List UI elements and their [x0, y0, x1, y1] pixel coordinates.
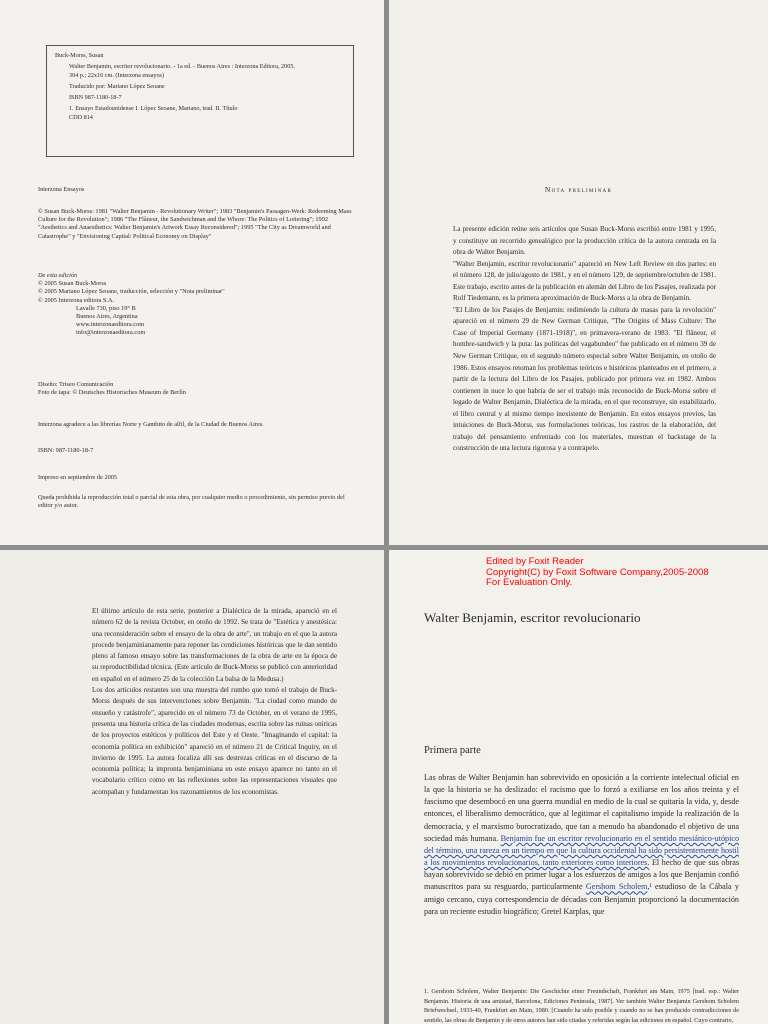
catalog-record-box	[46, 45, 354, 157]
nota-body	[453, 224, 716, 455]
foxit-watermark: Edited by Foxit Reader Copyright(C) by Foxit Software Company,2005-2008 For Evaluation Only.	[486, 556, 709, 589]
address-line: www.interzonaeditora.com	[76, 321, 145, 329]
part-title: Primera parte	[424, 745, 481, 756]
paragraph: La presente edición reúne seis artículos que Susan Buck-Morss escribió entre 1981 y 1995, y constituye un recorrido genealógico por la producción crítica de la autora centrada en la obra de Walter Benjamin.	[453, 225, 716, 257]
page-chapter-start	[389, 550, 768, 1024]
chapter-title: Walter Benjamin, escritor revolucionario	[424, 610, 641, 625]
legal-note: Queda prohibida la reproducción total o parcial de esta obra, por cualquier medio o procedimiento, sin permiso previo del editor y/o autor.	[38, 494, 345, 510]
address-line: Buenos Aires, Argentina	[76, 313, 138, 321]
edition-block	[38, 272, 356, 338]
catalog-author: Buck-Morss, Susan	[55, 52, 104, 59]
copyright-note: © Susan Buck-Morss: 1981 "Walter Benjamin - Revolutionary Writer"; 1983 "Benjamin's Passagen-Werk: Redeeming Mass Culture for the Revolution"; 1986 "The Flâneur, the Sandwichman and the Whore: The Politics of Loitering"; 1992 "Aesthetics and Anaesthetics: Walter Benjamin's Artwork Essay Reconsidered"; 1995 "The City as Dreamworld and Catastrophe" y "Envisioning Capital: Political Economy on Display"	[38, 208, 352, 240]
catalog-translator: Traducido por: Mariano López Seoane	[69, 82, 165, 90]
paragraph: Los dos artículos restantes son una muestra del rumbo que tomó el trabajo de Buck-Morss después de sus intervenciones sobre Benjamin. "La ciudad como mundo de ensueño y catástrofe", aparecido en el número 73 de October, en el verano de 1995, presenta una historia crítica de las ciudades modernas, escrita sobre las ruinas oníricas de los proyectos estéticos y políticos del Este y el Oeste. "Imaginando el capital: la economía política en exhibición" apareció en el número 21 de Critical Inquiry, en el invierno de 1995. La autora focaliza allí sus destrezas críticas en el discurso de la economía política; la impronta benjaminiana en este ensayo aparece no tanto en el vocabulario crítico como en las reflexiones sobre las representaciones visuales que acompañan y fundamentan los razonamientos de los economistas.	[92, 686, 337, 796]
thanks-note: Interzona agradece a las librerías Norte y Gambito de alfil, de la Ciudad de Buenos Aires.	[38, 421, 264, 428]
page-nota-preliminar	[389, 0, 768, 545]
printed-line: Impreso en septiembre de 2005	[38, 474, 118, 481]
section-title: Nota preliminar	[544, 185, 613, 194]
edition-heading: De esta edición	[38, 272, 78, 279]
catalog-subjects: 1. Ensayo Estadounidense I. López Seoane, Mariano, trad. II. Título CDD 814	[69, 105, 238, 121]
edition-line: © 2005 Interzona editora S.A.	[38, 296, 115, 304]
edition-line: © 2005 Susan Buck-Morss	[38, 280, 107, 288]
nota-body-continued	[92, 606, 337, 798]
design-credit: Diseño: Triseo Comunicación	[38, 381, 114, 388]
paragraph: El último artículo de esta serie, posterior a Dialéctica de la mirada, apareció en el número 62 de la revista October, en otoño de 1992. Se trata de "Estética y anestésica: una reconsideración sobre el ensayo de la obra de arte", un trabajo en el que la autora procede benjaminianamente para reponer las condiciones históricas que le dan sentido pleno al famoso ensayo sobre las transformaciones de la obra de arte en la época de su reproductibilidad técnica. (Este artículo de Buck-Morss se publicó con anterioridad en español en el número 25 de la colección La balsa de la Medusa.)	[92, 607, 337, 683]
isbn-line: ISBN: 987-1180-18-7	[38, 447, 94, 454]
credits-block	[38, 381, 356, 397]
series-name: Interzona Ensayos	[38, 186, 85, 193]
page-nota-continued	[0, 550, 384, 1024]
footnote: 1. Gershom Scholem, Walter Benjamin: Die Geschichte einer Freundschaft, Frankfurt am Main, 1975 [trad. esp.: Walter Benjamin. Historia de una amistad, Barcelona, Ediciones Península, 1987]. Ver también Walter Benjamin Gershom Scholem Briefwechsel, 1933-40, Frankfurt am Main, 1980. [Cuando ha sido posible y cuando no se han producido contradicciones de sentido, las obras de Benjamin y de otros autores han sido citadas y referidas según las ediciones en español. Cuyo contrario,	[424, 988, 739, 1024]
paragraph: "El Libro de los Pasajes de Benjamin: redimiendo la cultura de masas para la revolución" apareció en el número 29 de New German Critique, "The Origins of Mass Culture: The Case of Imperial Germany (1871-1918)", en primavera-verano de 1983. "El flâneur, el hombre-sandwich y la puta: las políticas del vagabundeo" fue publicado en el número 39 de New German Critique, en el segundo número especial sobre Walter Benjamin, en otoño de 1986. Estos ensayos retoman los problemas teóricos e históricos planteados en el primero, a partir de la lectura del Libro de los Pasajes, publicado por primera vez en 1982. Ambos contienen in nuce lo que habría de ser el trabajo más reconocido de Buck-Morss sobre el legado de Walter Benjamin, Dialéctica de la mirada, en el que reconstruye, sin estabilizarlo, el libro central y al mismo tiempo inexistente de Benjamin. En estos ensayos previos, las intuiciones de Buck-Morss, sus formulaciones teóricas, los rastros de la elaboración, del trabajo del pensamiento enfrentado con los materiales, muestran el backstage de la construcción de una lectura rigurosa y a contrapelo.	[453, 305, 716, 453]
chapter-body	[424, 772, 739, 918]
catalog-isbn: ISBN 987-1180-18-7	[69, 94, 122, 102]
paragraph: "Walter Benjamin, escritor revolucionario" apareció en New Left Review en dos partes: en el número 128, de julio/agosto de 1981, y en el número 129, de septiembre/octubre de 1981. Este trabajo, escrito antes de la publicación en alemán del Libro de los Pasajes, realizada por Rolf Tiedemann, es la primera aproximación de Buck-Morss a la obra de Benjamin.	[453, 259, 716, 303]
catalog-title: Walter Benjamin, escritor revolucionario. - 1a ed. - Buenos Aires : Interzona Editora, 2005. 304 p.; 22x16 cm. (Interzona ensayos)	[69, 63, 295, 79]
highlighted-name: Gershom Scholem	[585, 882, 648, 892]
edition-line: © 2005 Mariano López Seoane, traducción, selección y "Nota preliminar"	[38, 288, 225, 296]
paragraph: Las obras de Walter Benjamin han sobrevivido en oposición a la corriente intelectual oficial en la que la historia se ha deslizado: el racismo que lo forzó a exiliarse en los años treinta y el fascismo que desembocó en una guerra mundial en medio de la cual se quitaría la vida, y, desde entonces, el liberalismo democrático, que al legitimar el capitalismo impide la realización de la democracia, y el marxismo burocratizado, que tan a menudo ha abandonado el objetivo de una sociedad más humana. Benjamin fue un escritor revolucionario en el sentido mesiánico-utópico del término, una rareza en un tiempo en que la cultura occidental ha sido persistentemente hostil a los movimientos revolucionarios, tanto exteriores como interiores. El hecho de que sus obras hayan sobrevivido se debió en primer lugar a los esfuerzos de amigos a los que Benjamin confió manuscritos para su resguardo, particularmente Gershom Scholem,¹ estudioso de la Cábala y amigo cercano, cuya correspondencia de décadas con Benjamin proporcionó la documentación para un reciente estudio biográfico; Gretel Karplas, que	[424, 773, 740, 916]
address-line: Lavalle 730, piso 19° B	[76, 304, 136, 312]
page-copyright	[0, 0, 384, 545]
address-line: info@interzonaeditora.com	[76, 329, 146, 337]
photo-credit: Foto de tapa: © Deutsches Historisches Museum de Berlín	[38, 389, 186, 397]
highlighted-text: Benjamin fue un escritor revolucionario en el sentido mesiánico-utópico del término, una rareza en un tiempo en que la cultura occidental ha sido persistentemente hostil a los movimientos revolucionarios, tanto exteriores como interiores.	[424, 833, 740, 868]
